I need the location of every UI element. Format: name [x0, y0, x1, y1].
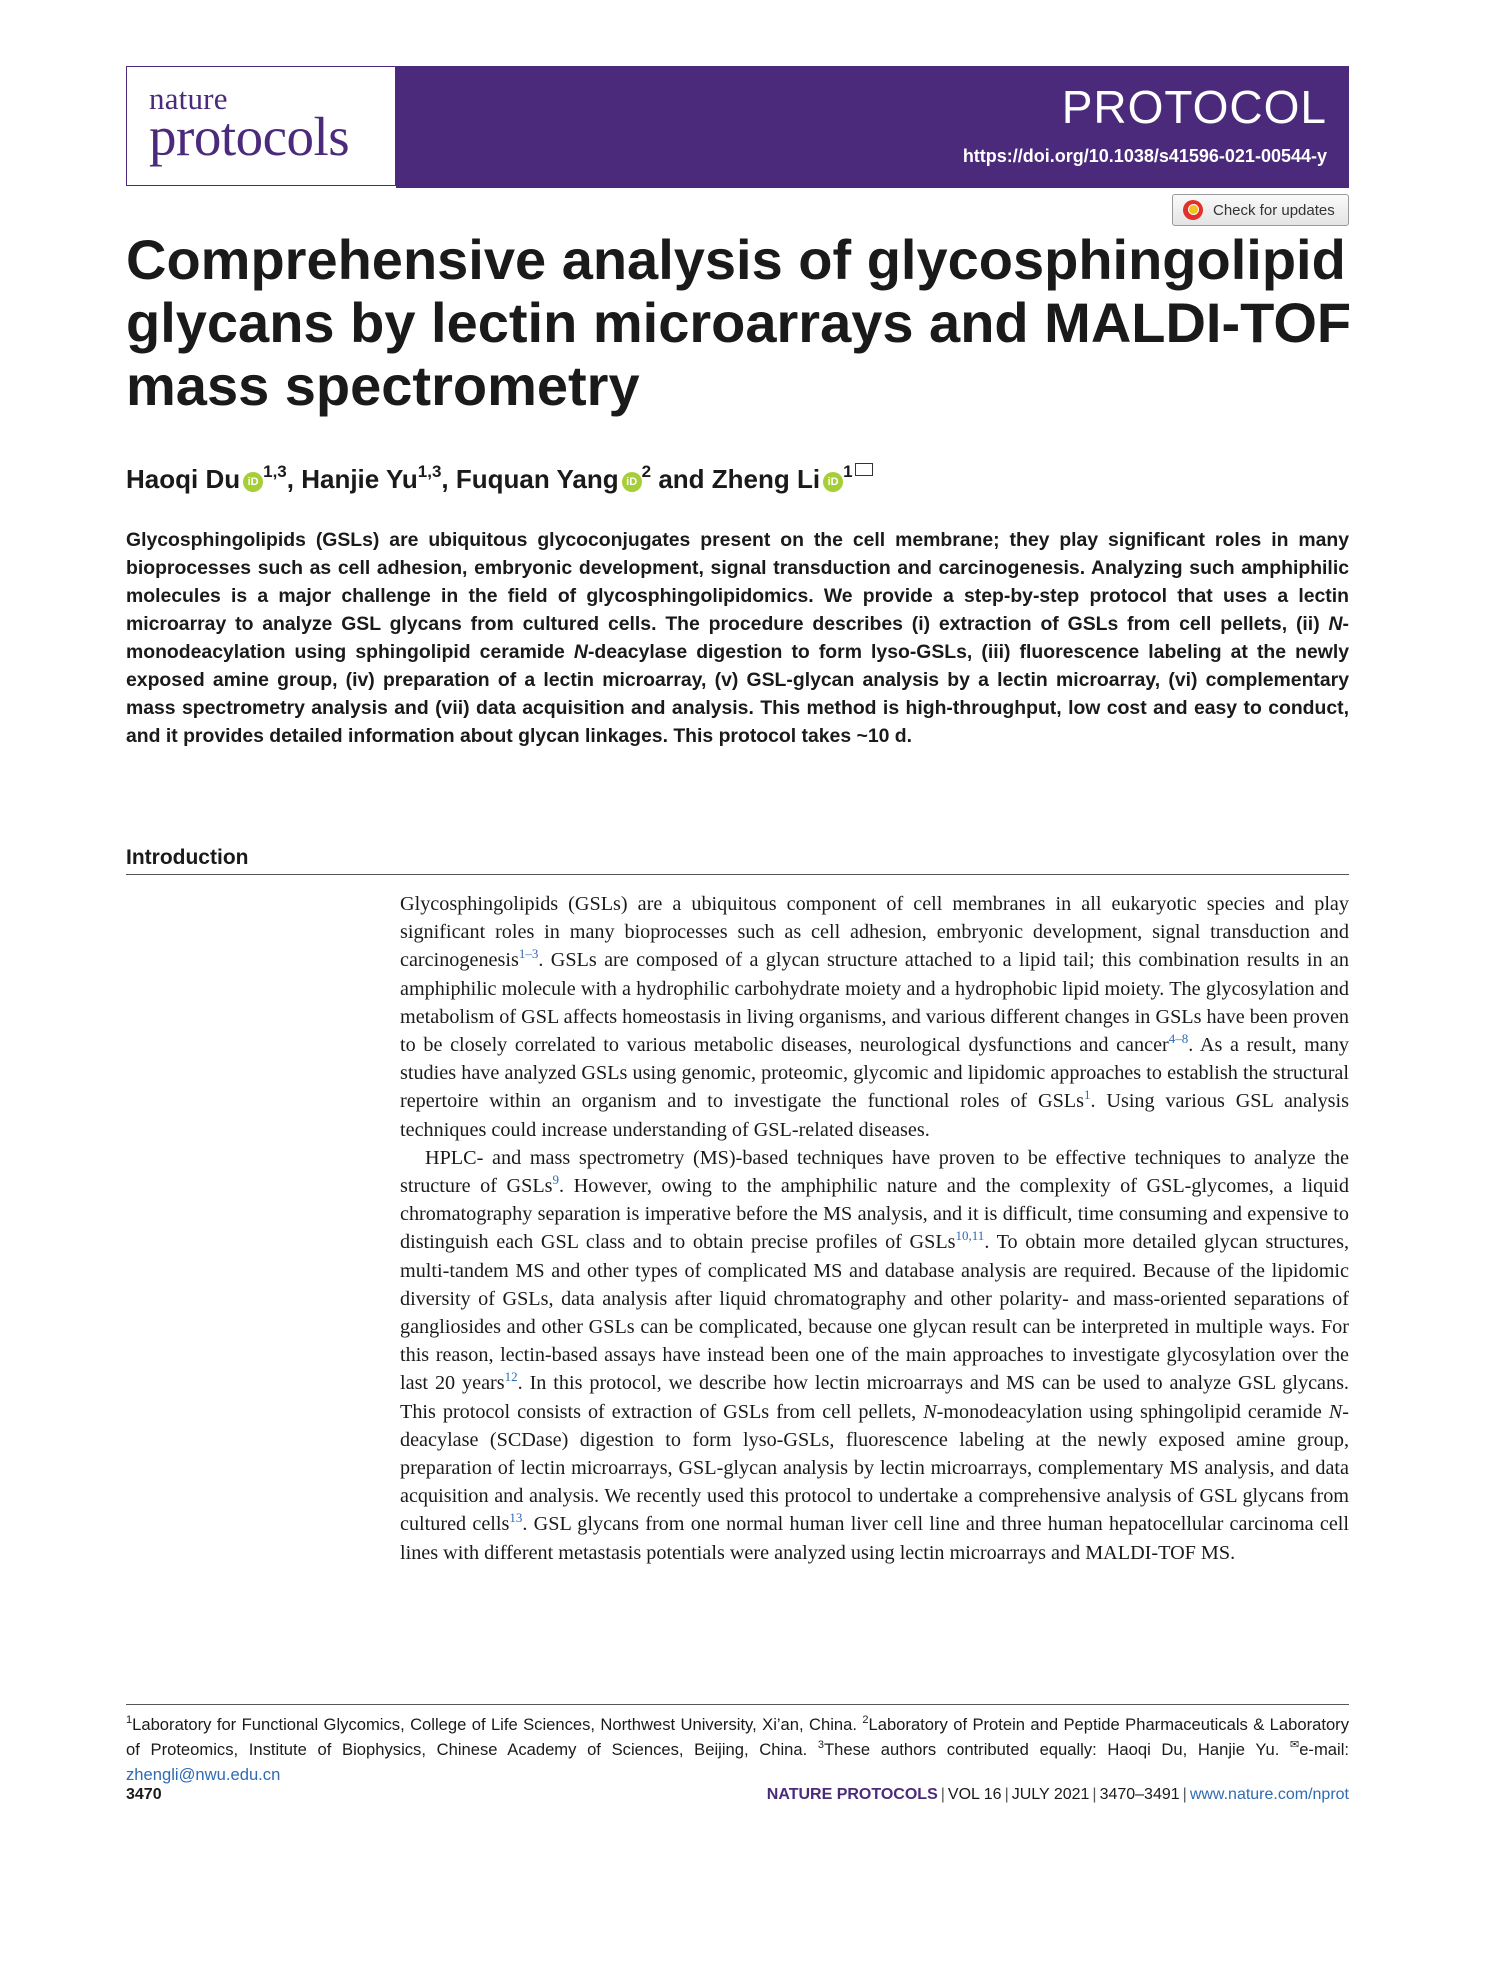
reference-citation[interactable]: 4–8 [1168, 1031, 1189, 1047]
reference-citation[interactable]: 10,11 [955, 1228, 985, 1244]
article-type: PROTOCOL [1061, 81, 1327, 133]
section-heading-introduction: Introduction [126, 846, 249, 869]
reference-citation[interactable]: 12 [504, 1369, 518, 1385]
email-link[interactable]: zhengli@nwu.edu.cn [126, 1765, 281, 1784]
journal-header [126, 66, 1349, 188]
reference-citation[interactable]: 1 [1084, 1087, 1091, 1103]
footer-journal-name: NATURE PROTOCOLS [766, 1786, 938, 1803]
author-name[interactable]: Fuquan Yang [455, 464, 619, 494]
author-list: Haoqi Du iD$^{1,3}$, Hanjie Yu$^{1,3}$, Fuquan Yang $iD^2$ and Zheng Li $iD^1$ [126, 462, 873, 495]
article-type-banner [396, 66, 1349, 188]
introduction-body [400, 890, 1349, 1567]
author-affiliation-marker: 1 [843, 462, 853, 481]
author-affiliation-marker: 1,3 [263, 462, 287, 481]
page-number: 3470 [126, 1786, 162, 1803]
affiliation-marker: 1 [126, 1714, 133, 1726]
journal-footer: NATURE PROTOCOLS | VOL 16 | JULY 2021 | 3470–3491 | www.nature.com/nprot [766, 1786, 1349, 1803]
footer-date: JULY 2021 [1011, 1786, 1090, 1803]
check-for-updates-label: Check for updates [1213, 201, 1335, 219]
logo-protocols-text: protocols [149, 106, 350, 167]
footer-pages: 3470–3491 [1099, 1786, 1180, 1803]
author-name[interactable]: Zheng Li [711, 464, 821, 494]
affiliation-marker: ✉ [1289, 1739, 1300, 1751]
author-name[interactable]: Hanjie Yu [301, 464, 418, 494]
reference-citation[interactable]: 9 [552, 1172, 560, 1188]
footer-journal-url[interactable]: www.nature.com/nprot [1189, 1786, 1349, 1803]
introduction-paragraph: HPLC- and mass spectrometry (MS)-based techniques have proven to be effective techniques to analyze the structure of GSLs$^9$. However, owing to the amphiphilic nature and the complexity of GSL-glycomes, a liquid chromatography separation is imperative before the MS analysis, and it is difficult, time consuming and expensive to distinguish each GSL class and to obtain precise profiles of GSLs$^{10,11}$. To obtain more detailed glycan structures, multi-tandem MS and other types of complicated MS and database analysis are required. Because of the lipidomic diversity of GSLs, data analysis after liquid chromatography and other polarity- and mass-oriented separations of gangliosides and other GSLs can be complicated, because one glycan result can be interpreted in multiple ways. For this reason, lectin-based assays have instead been one of the main approaches to investigate glycosylation over the last 20 years$^{12}$. In this protocol, we describe how lectin microarrays and MS can be used to analyze GSL glycans. This protocol consists of extraction of GSLs from cell pellets, N-monodeacylation using sphingolipid ceramide N-deacylase (SCDase) digestion to form lyso-GSLs, fluorescence labeling at the newly exposed amine group, preparation of lectin microarrays, GSL-glycan analysis by lectin microarrays, complementary MS analysis, and data acquisition and analysis. We recently used this protocol to undertake a comprehensive analysis of GSL glycans from cultured cells$^{13}$. GSL glycans from one normal human liver cell line and three human hepatocellular carcinoma cell lines with different metastasis potentials were analyzed using lectin microarrays and MALDI-TOF MS. [400, 1146, 1349, 1564]
affiliation-marker: 3 [817, 1739, 825, 1751]
author-affiliation-marker: 2 [641, 462, 652, 481]
email-icon[interactable] [855, 463, 873, 476]
orcid-icon[interactable]: iD [243, 472, 263, 492]
affiliation-marker: 2 [862, 1714, 869, 1726]
logo-nature-text: nature [149, 81, 228, 116]
abstract: Glycosphingolipids (GSLs) are ubiquitous glycoconjugates present on the cell membrane; they play significant roles in many bioprocesses such as cell adhesion, embryonic development, signal transduction and carcinogenesis. Analyzing such amphiphilic molecules is a major challenge in the field of glycosphingolipidomics. We provide a step-by-step protocol that uses a lectin microarray to analyze GSL glycans from cultured cells. The procedure describes (i) extraction of GSLs from cell pellets, (ii) N-monodeacylation using sphingolipid ceramide N-deacylase digestion to form lyso-GSLs, (iii) fluorescence labeling at the newly exposed amine group, (iv) preparation of a lectin microarray, (v) GSL-glycan analysis by a lectin microarray, (vi) complementary mass spectrometry analysis and (vii) data acquisition and analysis. This method is high-throughput, low cost and easy to conduct, and it provides detailed information about glycan linkages. This protocol takes ~10 d. [126, 529, 1350, 747]
author-affiliation-marker: 1,3 [417, 462, 442, 481]
orcid-icon[interactable]: iD [823, 472, 843, 492]
reference-citation[interactable]: 1–3 [518, 946, 539, 962]
doi-link[interactable]: https://doi.org/10.1038/s41596-021-00544-y [962, 146, 1327, 166]
footnote-divider [126, 1704, 1349, 1705]
crossmark-icon [1183, 200, 1203, 220]
section-divider [126, 874, 1349, 875]
reference-citation[interactable]: 13 [509, 1510, 523, 1526]
check-for-updates-button[interactable] [1172, 194, 1349, 226]
author-name[interactable]: Haoqi Du [126, 464, 241, 494]
author-affiliations: $^1$Laboratory for Functional Glycomics, College of Life Sciences, Northwest University, Xi’an, China. $^2$Laboratory of Protein and Peptide Pharmaceuticals & Laboratory of Proteomics, Institute of Biophysics, Chinese Academy of Sciences, Beijing, China. $^3$These authors contributed equally: Haoqi Du, Hanjie Yu. ✉e-mail: zhengli@nwu.edu.cn [126, 1714, 1349, 1784]
article-title: Comprehensive analysis of glycosphingolipid glycans by lectin microarrays and MALDI-TOF mass spectrometry [126, 228, 1352, 417]
footer-volume: VOL 16 [947, 1786, 1002, 1803]
journal-logo[interactable] [126, 66, 396, 186]
introduction-paragraph: Glycosphingolipids (GSLs) are a ubiquitous component of cell membranes in all eukaryotic species and play significant roles in many bioprocesses such as cell adhesion, embryonic development, signal transduction and carcinogenesis$^{1-3}$. GSLs are composed of a glycan structure attached to a lipid tail; this combination results in an amphiphilic molecule with a hydrophilic carbohydrate moiety and a hydrophobic lipid moiety. The glycosylation and metabolism of GSL affects homeostasis in living organisms, and various different changes in GSLs have been proven to be closely correlated to various metabolic diseases, neurological dysfunctions and cancer$^{4-8}$. As a result, many studies have analyzed GSLs using genomic, proteomic, glycomic and lipidomic approaches to establish the structural repertoire within an organism and to investigate the functional roles of GSLs$^1$. Using various GSL analysis techniques could increase understanding of GSL-related diseases. [400, 893, 1350, 1141]
orcid-icon[interactable]: iD [622, 472, 642, 492]
